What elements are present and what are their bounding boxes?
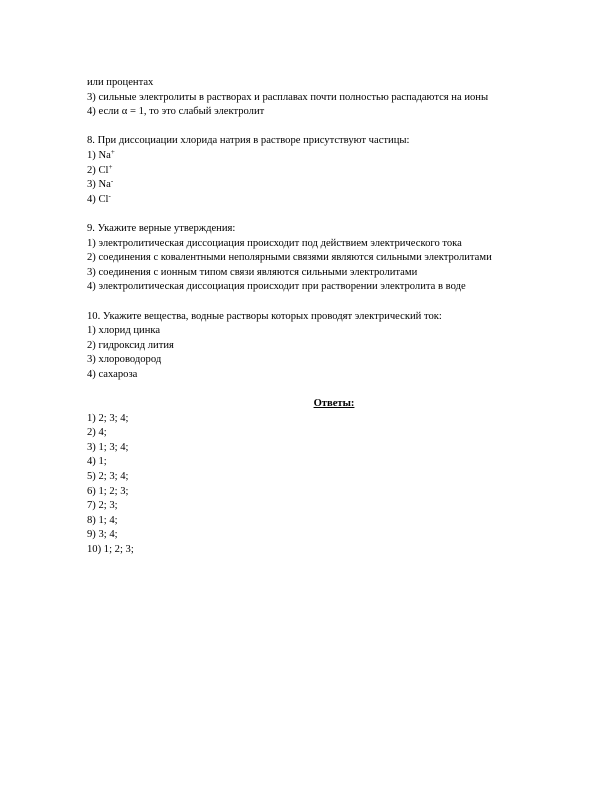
q10-option-1: 1) хлорид цинка [87,325,161,337]
answers-heading: Ответы: [313,398,355,410]
answer-item: 10) 1; 2; 3; [87,544,134,555]
answer-item: 9) 3; 4; [87,529,118,541]
spacer [87,382,557,397]
q9-option-2: 2) соединения с ковалентными неполярными связями являются сильными электролитами [87,252,492,264]
spacer [87,120,557,135]
q8-option-4: 4) Cl- [87,191,111,205]
answer-item: 2) 4; [87,427,107,439]
question-10: 10. Укажите вещества, водные растворы которых проводят электрический ток: [87,310,442,322]
q9-option-3: 3) соединения с ионным типом связи являются сильными электролитами [87,266,418,278]
spacer [87,207,557,222]
question-8: 8. При диссоциации хлорида натрия в растворе присутствуют частицы: [87,135,410,147]
q9-option-4: 4) электролитическая диссоциация происходит при растворении электролита в воде [87,281,466,293]
answer-item: 7) 2; 3; [87,500,118,512]
answer-item: 4) 1; [87,456,107,468]
q9-option-1: 1) электролитическая диссоциация происходит под действием электрического тока [87,237,462,249]
q8-option-1: 1) Na+ [87,147,115,161]
q8-option-2: 2) Cl+ [87,162,113,176]
answer-item: 1) 2; 3; 4; [87,412,129,424]
answer-item: 3) 1; 3; 4; [87,441,129,453]
text-line: или процентах [87,77,154,88]
question-9: 9. Укажите верные утверждения: [87,222,236,234]
answer-item: 6) 1; 2; 3; [87,485,129,497]
document-body [87,76,557,558]
q10-option-2: 2) гидроксид лития [87,339,174,351]
text-line: 4) если α = 1, то это слабый электролит [87,106,265,118]
q8-option-3: 3) Na- [87,177,114,191]
q10-option-3: 3) хлороводород [87,354,162,366]
answer-item: 5) 2; 3; 4; [87,471,129,483]
answer-item: 8) 1; 4; [87,514,118,526]
text-line: 3) сильные электролиты в растворах и расплавах почти полностью распадаются на ионы [87,91,489,103]
q10-option-4: 4) сахароза [87,368,138,380]
spacer [87,295,557,310]
